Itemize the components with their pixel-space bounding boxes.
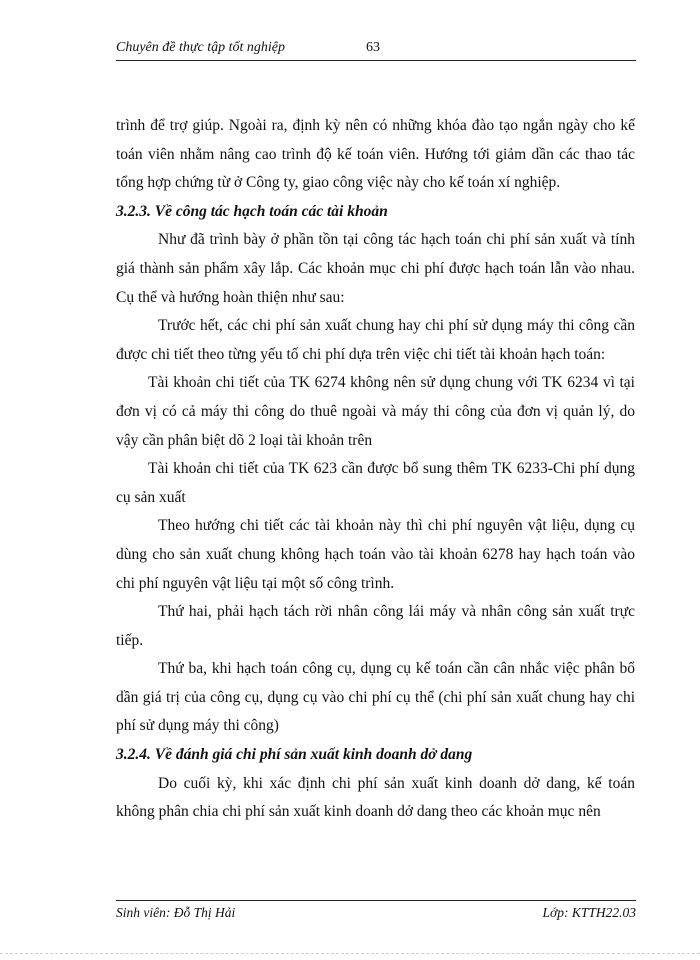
paragraph-5: Tài khoản chi tiết của TK 623 cần được bổ sung thêm TK 6233-Chi phí dụng cụ sản xuất (116, 460, 635, 506)
class-code: Lớp: KTTH22.03 (542, 905, 636, 920)
section-heading-3-2-4: 3.2.4. Về đánh giá chi phí sản xuất kinh doanh dở dang (116, 746, 473, 764)
paragraph-2: Như đã trình bày ở phần tồn tại công tác hạch toán chi phí sản xuất và tính giá thành sản phẩm xây lắp. Các khoản mục chi phí được hạch toán lẫn vào nhau. Cụ thể và hướng hoàn thiện như sau: (116, 231, 635, 306)
paragraph-7: Thứ hai, phải hạch tách rời nhân công lái máy và nhân công sản xuất trực tiếp. (116, 603, 635, 649)
paragraph-1: trình để trợ giúp. Ngoài ra, định kỳ nên có những khóa đào tạo ngắn ngày cho kế toán viên nhằm nâng cao trình độ kế toán viên. Hướng tới giảm dần các thao tác tổng hợp chứng từ ở Công ty, giao công việc này cho kế toán xí nghiệp. (116, 117, 635, 192)
paragraph-9: Do cuối kỳ, khi xác định chi phí sản xuất kinh doanh dở dang, kế toán không phân chia chi phí sản xuất kinh doanh dở dang theo các khoản mục nên (116, 774, 635, 821)
page-body (116, 112, 635, 827)
page-footer (116, 900, 636, 921)
student-name: Sinh viên: Đỗ Thị Hải (116, 905, 236, 920)
page-edge-divider (0, 953, 700, 954)
document-title: Chuyên đề thực tập tốt nghiệp (116, 40, 285, 55)
page-number: 63 (366, 40, 380, 55)
paragraph-6: Theo hướng chi tiết các tài khoản này thì chi phí nguyên vật liệu, dụng cụ dùng cho sản xuất chung không hạch toán vào tài khoản 6278 hay hạch toán vào chi phí nguyên vật liệu tại một số công trình. (116, 517, 635, 592)
page-header (116, 38, 636, 61)
paragraph-8: Thứ ba, khi hạch toán công cụ, dụng cụ kế toán cần cân nhắc việc phân bổ dần giá trị của công cụ, dụng cụ vào chi phí cụ thể (chi phí sản xuất chung hay chi phí sử dụng máy thi công) (116, 660, 635, 735)
section-heading-3-2-3: 3.2.3. Về công tác hạch toán các tài khoản (116, 202, 388, 220)
paragraph-4: Tài khoản chi tiết của TK 6274 không nên sử dụng chung với TK 6234 vì tại đơn vị có cả máy thi công do thuê ngoài và máy thi công của đơn vị quản lý, do vậy cần phân biệt dõ 2 loại tài khoản trên (116, 374, 635, 449)
paragraph-3: Trước hết, các chi phí sản xuất chung hay chi phí sử dụng máy thi công cần được chi tiết theo từng yếu tố chi phí dựa trên việc chi tiết tài khoản hạch toán: (116, 317, 635, 363)
